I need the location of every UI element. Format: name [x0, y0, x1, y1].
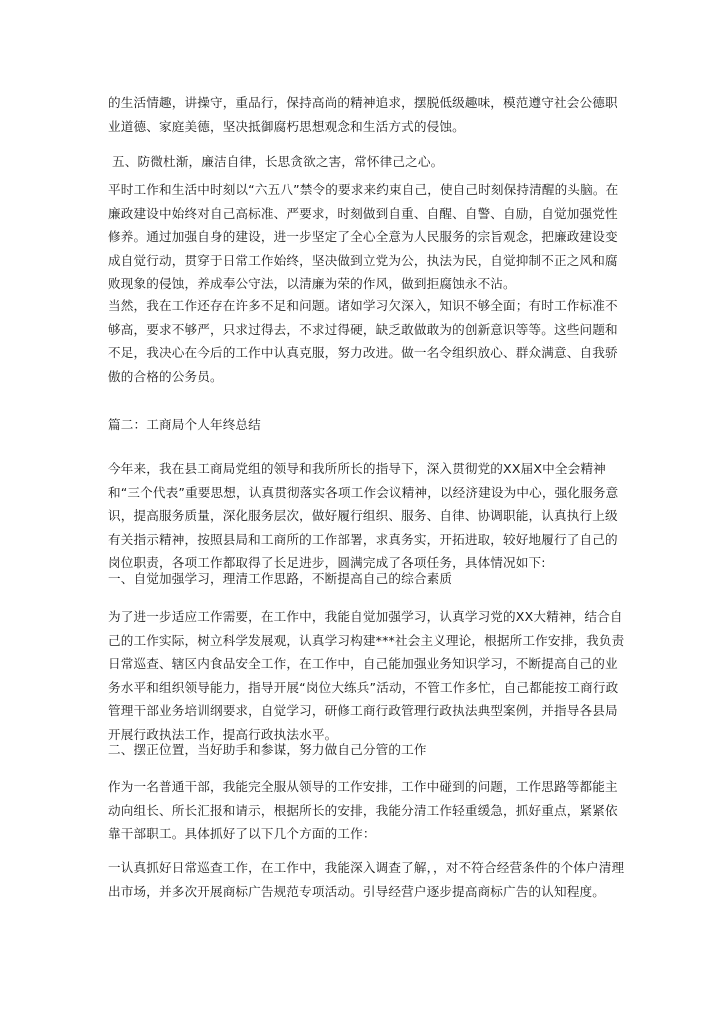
paragraph-5: 为了进一步适应工作需要，在工作中，我能自觉加强学习，认真学习党的XX大精神，结合自己的工作实际，树立科学发展观，认真学习构建***社会主义理论，根据所工作安排，我负责日常巡查、辖区内食品安全工作，在工作中，自己能加强业务知识学习，不断提高自己的业务水平和组织领导能力，指导开展“岗位大练兵”活动，不管工作多忙，自己都能按工商行政管理干部业务培训纲要求，自觉学习，研修工商行政管理行政执法典型案例，并指导各县局开展行政执法工作，提高行政执法水平。: [108, 609, 625, 742]
chapter-title: 篇二：工商局个人年终总结: [108, 417, 261, 432]
section-heading-2: 二、摆正位置，当好助手和参谋，努力做自己分管的工作: [108, 742, 427, 757]
paragraph-6: 作为一名普通干部，我能完全服从领导的工作安排，工作中碰到的问题，工作思路等都能主动向组长、所长汇报和请示，根据所长的安排，我能分清工作轻重缓急，抓好重点，紧紧依靠干部职工。具体抓好了以下几个方面的工作：: [108, 779, 618, 842]
section-heading-5: 五、防微杜渐，廉洁自律，长思贪欲之害，常怀律己之心。: [112, 154, 444, 169]
paragraph-3: 当然，我在工作还存在许多不足和问题。诸如学习欠深入，知识不够全面；有时工作标准不够高，要求不够严，只求过得去，不求过得硬，缺乏敢做敢为的创新意识等等。这些问题和不足，我决心在今后的工作中认真克服，努力改进。做一名令组织放心、群众满意、自我骄傲的合格的公务员。: [108, 298, 618, 384]
paragraph-7: 一认真抓好日常巡查工作，在工作中，我能深入调查了解，，对不符合经营条件的个体户清理出市场，并多次开展商标广告规范专项活动。引导经营户逐步提高商标广告的认知程度。: [108, 860, 625, 899]
section-heading-1: 一、自觉加强学习，理清工作思路，不断提高自己的综合素质: [108, 571, 453, 586]
paragraph-1: 的生活情趣，讲操守，重品行，保持高尚的精神追求，摆脱低级趣味，模范遵守社会公德职业道德、家庭美德，坚决抵御腐朽思想观念和生活方式的侵蚀。: [108, 95, 618, 134]
paragraph-2: 平时工作和生活中时刻以“六五八”禁令的要求来约束自己，使自己时刻保持清醒的头脑。在廉政建设中始终对自己高标准、严要求，时刻做到自重、自醒、自警、自励，自觉加强党性修养。通过加强自身的建设，进一步坚定了全心全意为人民服务的宗旨观念，把廉政建设变成自觉行动，贯穿于日常工作始终，坚决做到立党为公，执法为民，自觉抑制不正之风和腐败现象的侵蚀，养成奉公守法，以清廉为荣的作风，做到拒腐蚀永不沾。: [108, 182, 619, 292]
paragraph-4: 今年来，我在县工商局党组的领导和我所所长的指导下，深入贯彻党的XX届X中全会精神和“三个代表”重要思想，认真贯彻落实各项工作会议精神，以经济建设为中心，强化服务意识，提高服务质量，深化服务层次，做好履行组织、服务、自律、协调职能，认真执行上级有关指示精神，按照县局和工商所的工作部署，求真务实，开拓进取，较好地履行了自己的岗位职责，各项工作都取得了长足进步，圆满完成了各项任务，具体情况如下:: [108, 461, 619, 571]
